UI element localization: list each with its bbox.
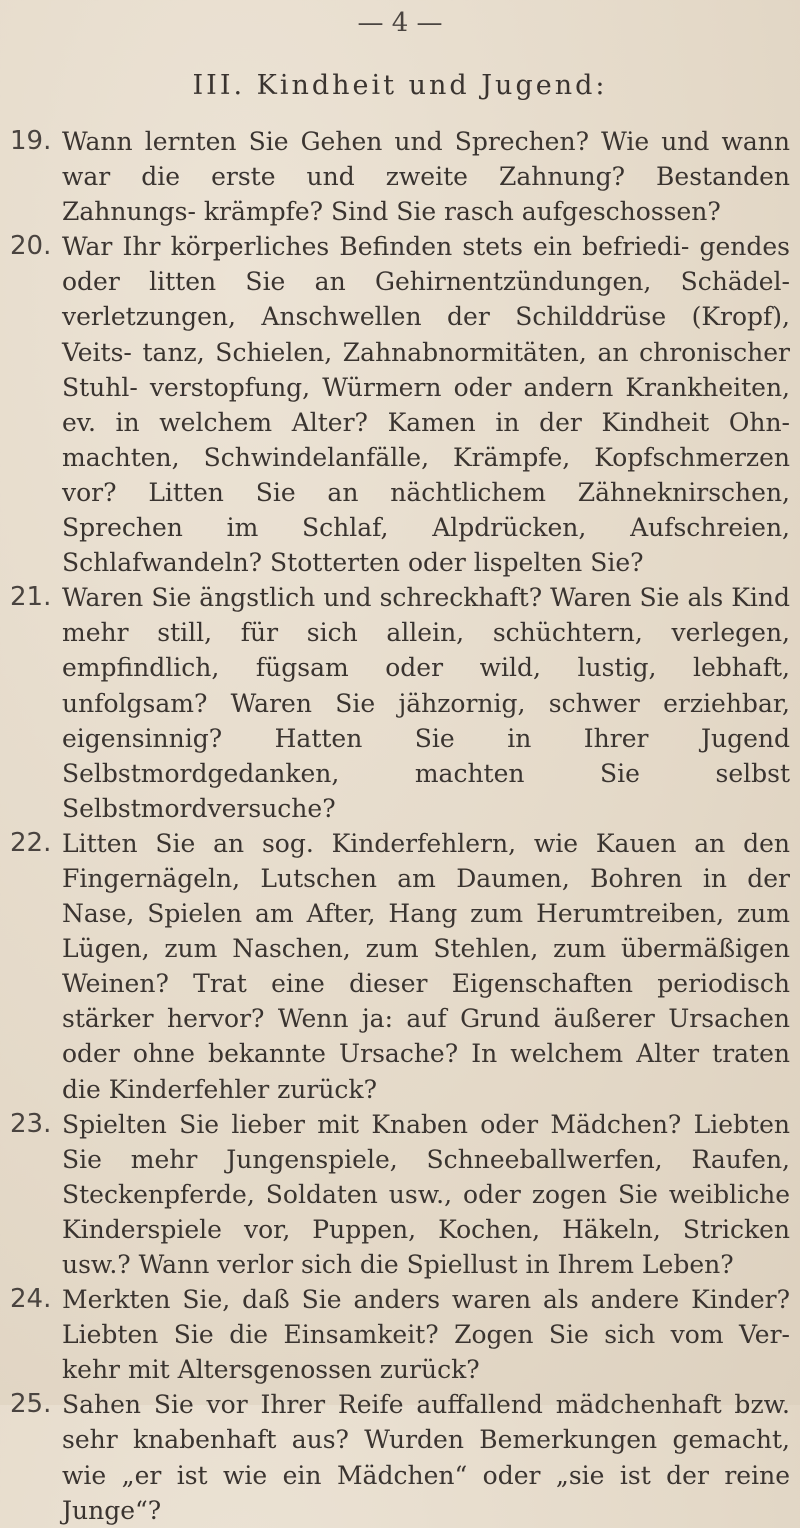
section-title: III. Kindheit und Jugend: [192,70,608,101]
question-text: Merkten Sie, daß Sie anders waren als andere Kinder? Liebten Sie die Einsamkeit? Zogen Sie sich vom Ver- kehr mit Altersgenossen zurück? [62,1285,790,1385]
question-19 [10,124,790,229]
question-number: 24. [10,1284,52,1315]
question-number: 20. [10,231,52,262]
page-number: — 4 — [357,8,443,38]
question-text: War Ihr körperliches Befinden stets ein befriedi- gendes oder litten Sie an Gehirnentzündungen, Schädel- verletzungen, Anschwellen der Schilddrüse (Kropf), Veits- tanz, Schielen, Zahnabnormitäten, an chronischer Stuhl- verstopfung, Würmern oder andern Krankheiten, ev. in welchem Alter? Kamen in der Kindheit Ohn- machten, Schwindelanfälle, Krämpfe, Kopfschmerzen vor? Litten Sie an nächtlichem Zähneknirschen, Sprechen im Schlaf, Alpdrücken, Aufschreien, Schlafwandeln? Stotterten oder lispelten Sie? [62,232,790,578]
question-22 [10,826,790,1107]
question-20 [10,229,790,580]
question-text: Spielten Sie lieber mit Knaben oder Mädchen? Liebten Sie mehr Jungenspiele, Schneeballwerfen, Raufen, Steckenpferde, Soldaten usw., oder zogen Sie weibliche Kinderspiele vor, Puppen, Kochen, Häkeln, Stricken usw.? Wann verlor sich die Spiellust in Ihrem Leben? [62,1109,790,1279]
question-text: Wann lernten Sie Gehen und Sprechen? Wie und wann war die erste und zweite Zahnung? Bestanden Zahnungs- krämpfe? Sind Sie rasch aufgeschossen? [62,127,790,227]
question-21 [10,580,790,826]
question-24 [10,1282,790,1387]
question-23 [10,1107,790,1282]
question-25 [10,1387,790,1527]
question-number: 22. [10,827,52,858]
question-text: Litten Sie an sog. Kinderfehlern, wie Kauen an den Fingernägeln, Lutschen am Daumen, Bohren in der Nase, Spielen am After, Hang zum Herumtreiben, zum Lügen, zum Naschen, zum Stehlen, zum übermäßigen Weinen? Trat eine dieser Eigenschaften periodisch stärker hervor? Wenn ja: auf Grund äußerer Ursachen oder ohne bekannte Ursache? In welchem Alter traten die Kinderfehler zurück? [62,828,790,1104]
question-text: Sahen Sie vor Ihrer Reife auffallend mädchenhaft bzw. sehr knabenhaft aus? Wurden Bemerkungen gemacht, wie „er ist wie ein Mädchen“ oder „sie ist der reine Junge“? [62,1390,790,1525]
question-number: 23. [10,1108,52,1139]
question-number: 25. [10,1389,52,1420]
question-number: 19. [10,126,52,156]
question-list [10,124,790,1528]
question-text: Waren Sie ängstlich und schreckhaft? Waren Sie als Kind mehr still, für sich allein, schüchtern, verlegen, empfindlich, fügsam oder wild, lustig, lebhaft, unfolgsam? Waren Sie jähzornig, schwer erziehbar, eigensinnig? Hatten Sie in Ihrer Jugend Selbstmordgedanken, machten Sie selbst Selbstmordversuche? [62,583,790,823]
question-number: 21. [10,582,52,613]
